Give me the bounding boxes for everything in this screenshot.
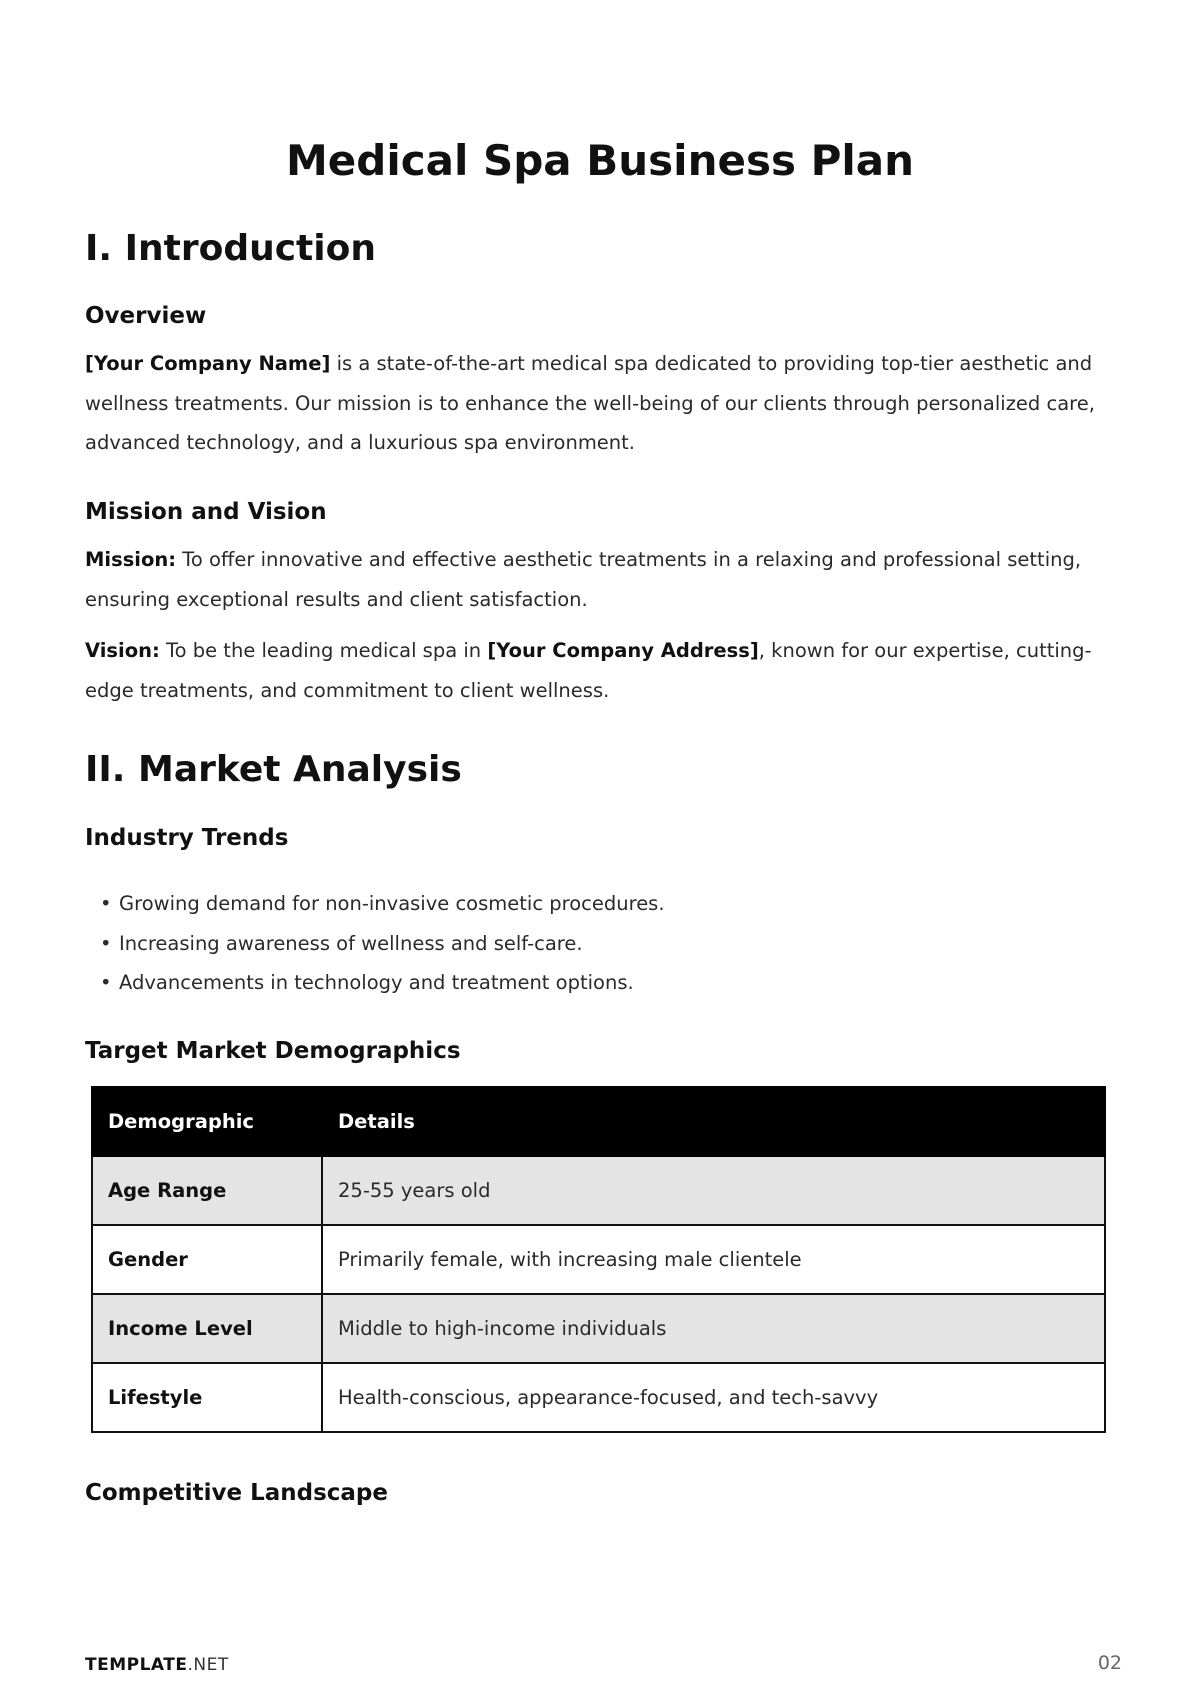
subheading-target-market: Target Market Demographics [85,1038,461,1064]
company-address-placeholder: [Your Company Address] [487,639,759,662]
mission-paragraph [85,540,1125,619]
vision-paragraph [85,631,1125,710]
table-cell-demographic: Income Level [92,1294,322,1363]
table-header-row [92,1087,1105,1156]
vision-text-after: , known for our expertise, cutting-edge treatments, and commitment to client wellness. [85,639,1092,702]
table-row [92,1156,1105,1225]
table-row [92,1363,1105,1432]
table-cell-details: Middle to high-income individuals [322,1294,1105,1363]
section-heading-introduction: I. Introduction [85,228,376,269]
company-name-placeholder: [Your Company Name] [85,352,331,375]
list-item: • Advancements in technology and treatment options. [100,963,665,1003]
column-header-details: Details [322,1087,1105,1156]
demographics-table [91,1086,1106,1433]
list-item: • Increasing awareness of wellness and self-care. [100,924,665,964]
list-item: • Growing demand for non-invasive cosmetic procedures. [100,884,665,924]
document-title: Medical Spa Business Plan [285,136,914,185]
overview-paragraph [85,344,1125,463]
table-cell-details: Health-conscious, appearance-focused, and tech-savvy [322,1363,1105,1432]
vision-label: Vision: [85,639,160,662]
table-row [92,1294,1105,1363]
mission-text: To offer innovative and effective aesthetic treatments in a relaxing and professional setting, ensuring exceptional results and client satisfaction. [85,548,1082,611]
subheading-overview: Overview [85,303,207,329]
overview-text: is a state-of-the-art medical spa dedicated to providing top-tier aesthetic and wellness treatments. Our mission is to enhance the well-being of our clients through personalized care, advanced technology, and a luxurious spa environment. [85,352,1095,454]
table-cell-demographic: Age Range [92,1156,322,1225]
section-heading-market-analysis: II. Market Analysis [85,749,462,790]
subheading-mission-vision: Mission and Vision [85,499,327,525]
subheading-industry-trends: Industry Trends [85,825,289,851]
page-number: 02 [1097,1652,1122,1674]
brand-name-bold: TEMPLATE [85,1655,188,1675]
table-cell-details: 25-55 years old [322,1156,1105,1225]
vision-text-before: To be the leading medical spa in [159,639,488,662]
table-row [92,1225,1105,1294]
table-cell-demographic: Gender [92,1225,322,1294]
mission-label: Mission: [85,548,177,571]
brand-name-suffix: .NET [187,1655,229,1675]
footer-brand-logo [85,1655,229,1675]
column-header-demographic: Demographic [92,1087,322,1156]
industry-trends-list [100,884,665,1003]
table-cell-demographic: Lifestyle [92,1363,322,1432]
subheading-competitive-landscape: Competitive Landscape [85,1480,388,1506]
table-cell-details: Primarily female, with increasing male clientele [322,1225,1105,1294]
